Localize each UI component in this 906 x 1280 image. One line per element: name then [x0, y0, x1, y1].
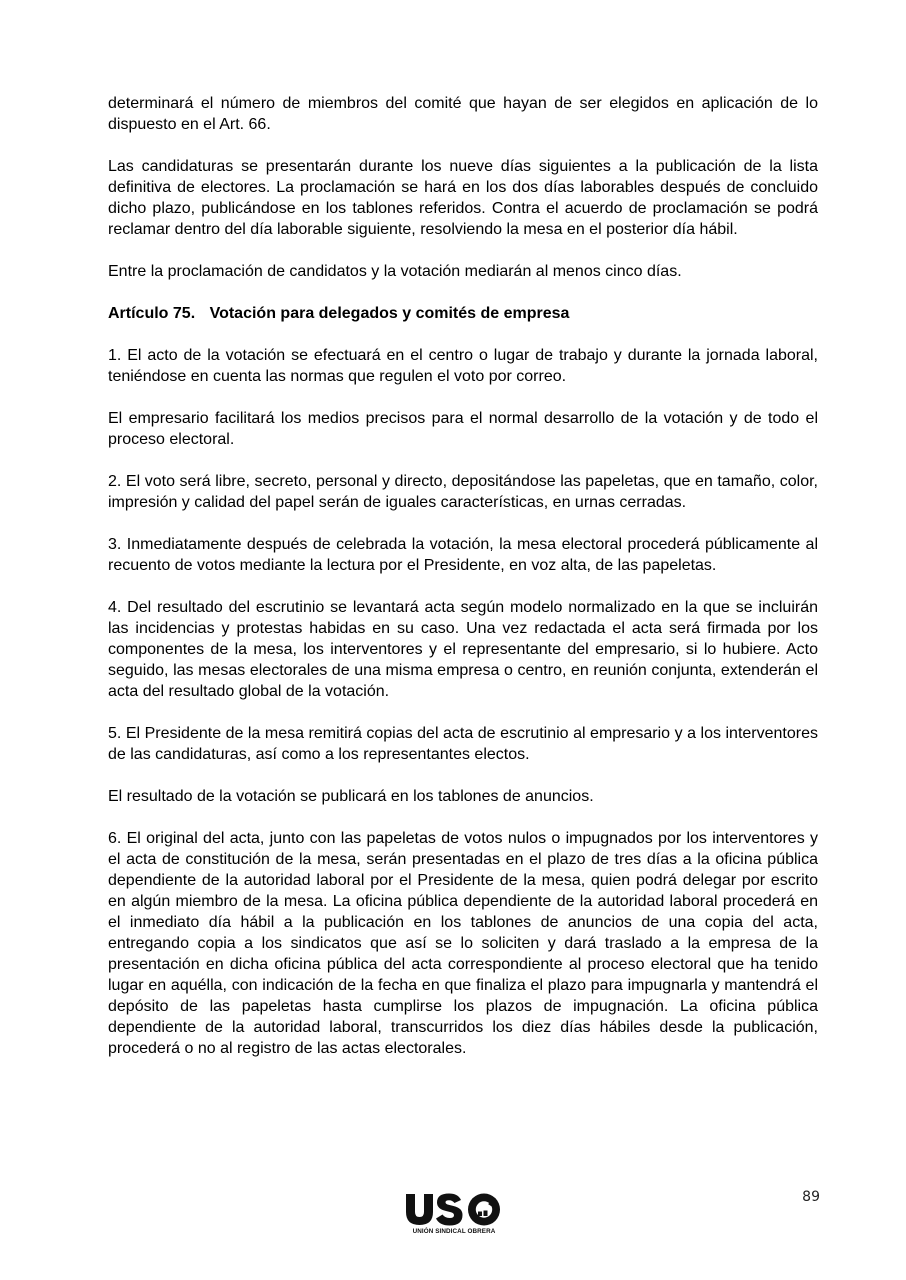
- logo-subtitle: UNIÓN SINDICAL OBRERA: [412, 1228, 496, 1235]
- article-number: Artículo 75.: [108, 305, 196, 322]
- paragraph: 4. Del resultado del escrutinio se levantará acta según modelo normalizado en la que se incluirán las incidencias y protestas habidas en su caso. Una vez redactada el acta será firmada por los componentes de la mesa, los interventores y el representante del empresario, si lo hubiere. Acto seguido, las mesas electorales de una misma empresa o centro, en reunión conjunta, extenderán el acta del resultado global de la votación.: [108, 599, 818, 700]
- paragraph: El resultado de la votación se publicará en los tablones de anuncios.: [108, 788, 594, 805]
- paragraph: 1. El acto de la votación se efectuará en el centro o lugar de trabajo y durante la jornada laboral, teniéndose en cuenta las normas que regulen el voto por correo.: [108, 347, 818, 385]
- uso-logo: [404, 1190, 504, 1240]
- page-content: [108, 93, 818, 1080]
- uso-logo-icon: [404, 1190, 504, 1228]
- paragraph: 3. Inmediatamente después de celebrada la votación, la mesa electoral procederá públicamente al recuento de votos mediante la lectura por el Presidente, en voz alta, de las papeletas.: [108, 536, 818, 574]
- paragraph: Las candidaturas se presentarán durante los nueve días siguientes a la publicación de la lista definitiva de electores. La proclamación se hará en los dos días laborables después de concluido dicho plazo, publicándose en los tablones referidos. Contra el acuerdo de proclamación se podrá reclamar dentro del día laborable siguiente, resolviendo la mesa en el posterior día hábil.: [108, 158, 818, 238]
- page-number: 89: [802, 1189, 820, 1205]
- article-heading: [108, 303, 818, 324]
- article-title: Votación para delegados y comités de empresa: [209, 305, 570, 322]
- paragraph: 6. El original del acta, junto con las papeletas de votos nulos o impugnados por los interventores y el acta de constitución de la mesa, serán presentadas en el plazo de tres días a la oficina pública dependiente de la autoridad laboral por el Presidente de la mesa, quien podrá delegar por escrito en algún miembro de la mesa. La oficina pública dependiente de la autoridad laboral procederá en el inmediato día hábil a la publicación en los tablones de anuncios de una copia del acta, entregando copia a los sindicatos que así se lo soliciten y dará traslado a la empresa de la presentación en dicha oficina pública del acta correspondiente al proceso electoral que ha tenido lugar en aquélla, con indicación de la fecha en que finaliza el plazo para impugnarla y mantendrá el depósito de las papeletas hasta cumplirse los plazos de impugnación. La oficina pública dependiente de la autoridad laboral, transcurridos los diez días hábiles desde la publicación, procederá o no al registro de las actas electorales.: [108, 830, 818, 1057]
- paragraph: 5. El Presidente de la mesa remitirá copias del acta de escrutinio al empresario y a los interventores de las candidaturas, así como a los representantes electos.: [108, 725, 818, 763]
- paragraph: Entre la proclamación de candidatos y la votación mediarán al menos cinco días.: [108, 263, 682, 280]
- paragraph: El empresario facilitará los medios precisos para el normal desarrollo de la votación y de todo el proceso electoral.: [108, 410, 818, 448]
- paragraph: determinará el número de miembros del comité que hayan de ser elegidos en aplicación de lo dispuesto en el Art. 66.: [108, 95, 818, 133]
- paragraph: 2. El voto será libre, secreto, personal y directo, depositándose las papeletas, que en tamaño, color, impresión y calidad del papel serán de iguales características, en urnas cerradas.: [108, 473, 818, 511]
